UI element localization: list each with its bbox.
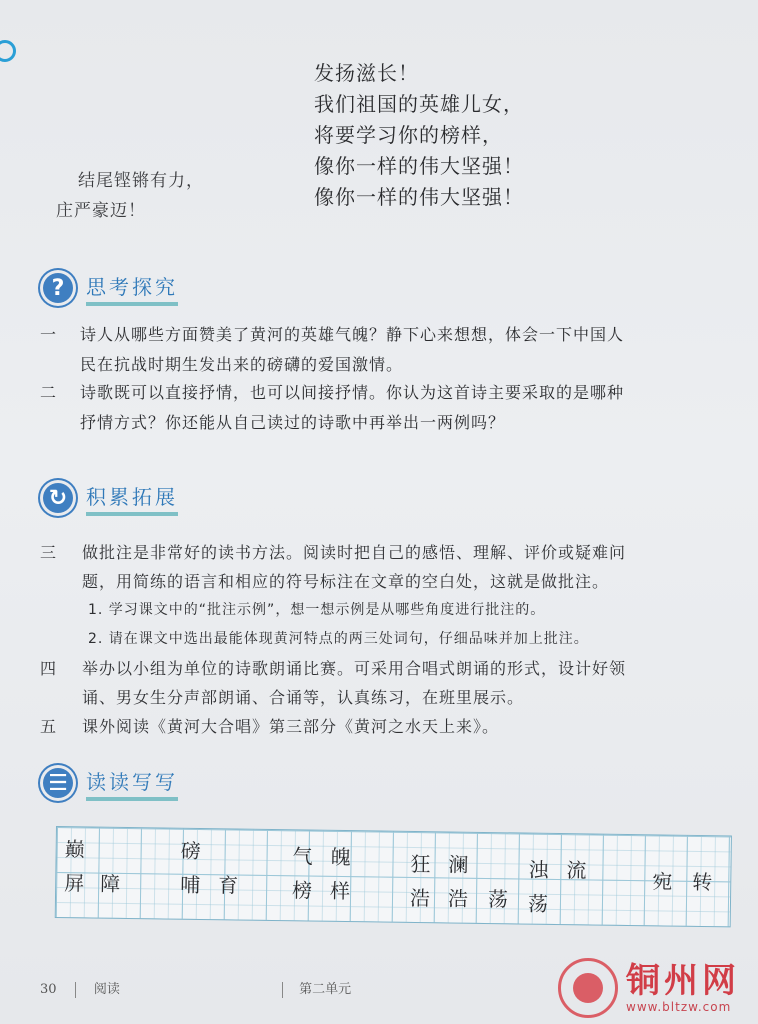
grid-char: 哺 xyxy=(180,872,201,898)
item-number: 三 xyxy=(40,543,58,562)
footer-divider xyxy=(282,982,283,998)
watermark xyxy=(558,958,740,1018)
writing-grid xyxy=(55,826,732,927)
question-text: 民在抗战时期生发出来的磅礴的爱国激情。 xyxy=(80,355,404,374)
item-5 xyxy=(40,712,740,741)
poem-line: 我们祖国的英雄儿女， xyxy=(314,92,524,116)
grid-char: 屏 xyxy=(64,871,85,896)
item-number: 四 xyxy=(40,659,58,678)
item-text: 课外阅读《黄河大合唱》第三部分《黄河之水天上来》。 xyxy=(82,717,500,736)
poem-line: 将要学习你的榜样， xyxy=(314,123,503,147)
item-3 xyxy=(40,538,740,654)
unit-label xyxy=(282,978,351,998)
item-text: 做批注是非常好的读书方法。阅读时把自己的感悟、理解、评价或疑难问 xyxy=(82,543,627,562)
extension-items xyxy=(40,538,740,741)
watermark-url: www.bltzw.com xyxy=(626,1000,732,1014)
grid-char: 育 xyxy=(218,873,239,898)
question-text: 抒情方式？你还能从自己读过的诗歌中再举出一两例吗？ xyxy=(80,413,506,432)
list-icon: ☰ xyxy=(40,765,76,801)
grid-char: 榜 xyxy=(291,878,313,903)
section-name: 阅读 xyxy=(93,982,120,997)
grid-char: 障 xyxy=(100,871,121,896)
sub-item: 2. 请在课文中选出最能体现黄河特点的两三处词句，仔细品味并加上批注。 xyxy=(88,631,589,647)
grid-char: 浩 xyxy=(447,886,469,911)
annotation-line: 庄严豪迈！ xyxy=(56,201,146,221)
grid-char: 魄 xyxy=(330,844,351,870)
section-header-accumulate xyxy=(40,480,178,516)
poem-excerpt xyxy=(314,58,524,213)
refresh-arrow-icon: ↻ xyxy=(40,480,76,516)
grid-char: 浊 xyxy=(528,857,549,882)
grid-char: 浩 xyxy=(409,885,431,911)
annotation-line: 结尾铿锵有力， xyxy=(78,171,204,191)
item-text: 题，用简练的语言和相应的符号标注在文章的空白处，这就是做批注。 xyxy=(82,572,610,591)
question-number: 一 xyxy=(40,325,58,344)
item-text: 诵、男女生分声部朗诵、合诵等，认真练习，在班里展示。 xyxy=(82,688,525,707)
sub-item: 1. 学习课文中的“批注示例”，想一想示例是从哪些角度进行批注的。 xyxy=(88,602,546,618)
grid-char: 荡 xyxy=(487,887,509,912)
question-number: 二 xyxy=(40,383,58,402)
question-1 xyxy=(40,320,624,380)
item-text: 举办以小组为单位的诗歌朗诵比赛。可采用合唱式朗诵的形式，设计好领 xyxy=(82,659,627,678)
page-footer xyxy=(40,978,120,998)
grid-char: 巅 xyxy=(64,837,85,862)
poem-line: 像你一样的伟大坚强！ xyxy=(314,185,524,209)
watermark-logo-icon xyxy=(558,958,618,1018)
grid-char: 澜 xyxy=(448,852,469,877)
unit-name: 第二单元 xyxy=(299,982,352,997)
section-header-read-write xyxy=(40,765,178,801)
item-number: 五 xyxy=(40,717,58,736)
page-number: 30 xyxy=(40,982,57,997)
grid-char: 气 xyxy=(292,844,313,869)
question-2 xyxy=(40,378,624,438)
section-header-think xyxy=(40,270,178,306)
question-icon: ? xyxy=(40,270,76,306)
section-title: 读读写写 xyxy=(86,766,178,801)
grid-char: 荡 xyxy=(527,891,549,916)
grid-char: 磅 xyxy=(180,838,201,864)
question-text: 诗人从哪些方面赞美了黄河的英雄气魄？静下心来想想，体会一下中国人 xyxy=(80,325,625,344)
watermark-title: 铜州网 xyxy=(626,961,740,1001)
section-title: 积累拓展 xyxy=(86,481,178,516)
grid-char: 样 xyxy=(329,878,351,904)
question-text: 诗歌既可以直接抒情，也可以间接抒情。你认为这首诗主要采取的是哪种 xyxy=(80,383,625,402)
margin-annotation xyxy=(56,166,204,226)
section-title: 思考探究 xyxy=(86,271,178,306)
poem-line: 像你一样的伟大坚强！ xyxy=(314,154,524,178)
footer-divider xyxy=(75,982,76,998)
grid-char: 狂 xyxy=(410,851,431,877)
poem-line: 发扬滋长！ xyxy=(314,61,419,85)
grid-char: 流 xyxy=(566,858,587,883)
grid-char: 转 xyxy=(692,869,713,895)
grid-char: 宛 xyxy=(652,869,673,894)
item-4 xyxy=(40,654,740,712)
